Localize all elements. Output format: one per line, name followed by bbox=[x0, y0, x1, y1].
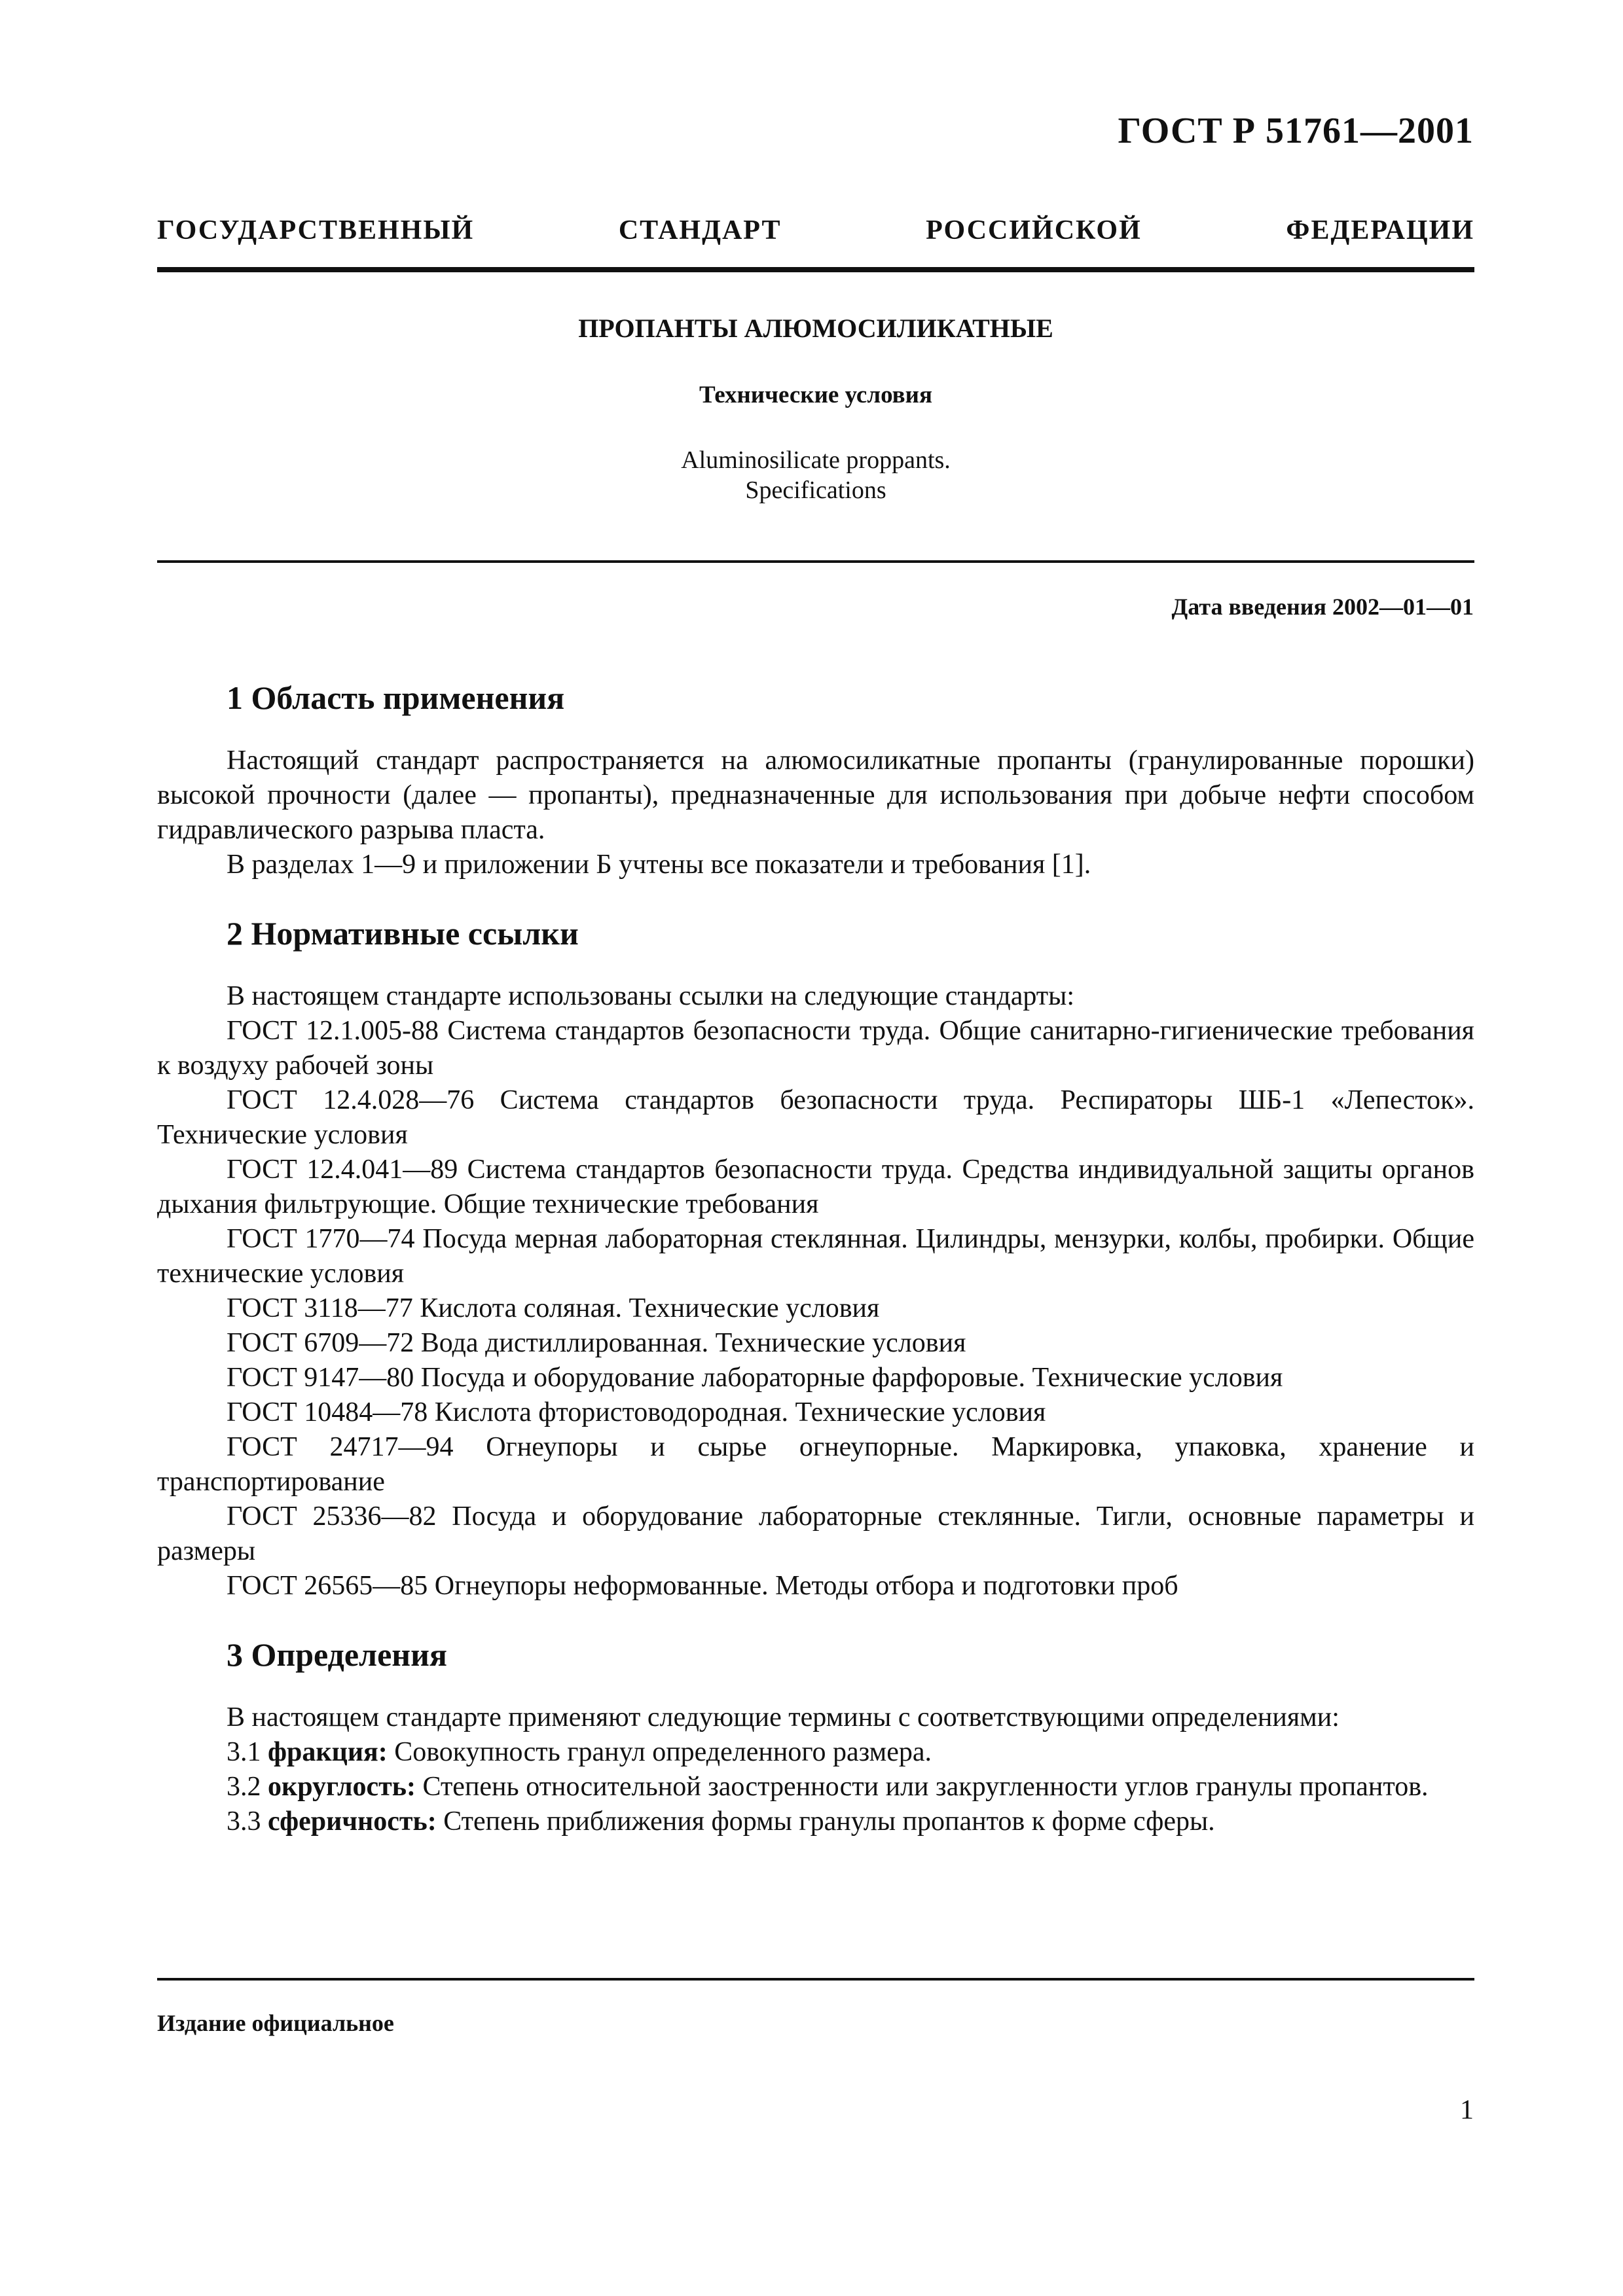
definition-number: 3.2 bbox=[227, 1772, 261, 1802]
official-edition-label: Издание официальное bbox=[157, 2010, 394, 2036]
introduction-date: Дата введения 2002—01—01 bbox=[1171, 594, 1474, 620]
definition-item bbox=[157, 1735, 1474, 1770]
reference-item: ГОСТ 24717—94 Огнеупоры и сырье огнеупорные. Маркировка, упаковка, хранение и транспортирование bbox=[157, 1432, 1474, 1497]
section-1-heading: 1 Область применения bbox=[227, 679, 565, 716]
document-body bbox=[157, 678, 1474, 1839]
definition-text: Степень приближения формы гранулы пропантов к форме сферы. bbox=[443, 1806, 1215, 1837]
document-number: ГОСТ Р 51761—2001 bbox=[1118, 111, 1474, 151]
reference-item: ГОСТ 12.4.028—76 Система стандартов безопасности труда. Респираторы ШБ-1 «Лепесток». Технические условия bbox=[157, 1085, 1474, 1150]
reference-item: ГОСТ 12.1.005-88 Система стандартов безопасности труда. Общие санитарно-гигиенические требования к воздуху рабочей зоны bbox=[157, 1016, 1474, 1081]
reference-item: ГОСТ 6709—72 Вода дистиллированная. Технические условия bbox=[227, 1328, 966, 1358]
section-3-intro: В настоящем стандарте применяют следующие термины с соответствующими определениями: bbox=[227, 1702, 1340, 1732]
title-divider bbox=[157, 560, 1474, 563]
definition-term: округлость: bbox=[268, 1772, 416, 1802]
footer-divider bbox=[157, 1978, 1474, 1981]
reference-item: ГОСТ 10484—78 Кислота фтористоводородная. Технические условия bbox=[227, 1397, 1046, 1427]
definition-item bbox=[157, 1770, 1474, 1804]
definition-text: Совокупность гранул определенного размера. bbox=[394, 1737, 932, 1767]
reference-item: ГОСТ 12.4.041—89 Система стандартов безопасности труда. Средства индивидуальной защиты органов дыхания фильтрующие. Общие технические требования bbox=[157, 1155, 1474, 1219]
section-2-intro: В настоящем стандарте использованы ссылки на следующие стандарты: bbox=[227, 981, 1075, 1011]
reference-item: ГОСТ 25336—82 Посуда и оборудование лабораторные стеклянные. Тигли, основные параметры и размеры bbox=[157, 1501, 1474, 1566]
page-number: 1 bbox=[1460, 2095, 1474, 2125]
document-title: ПРОПАНТЫ АЛЮМОСИЛИКАТНЫЕ bbox=[578, 314, 1053, 343]
english-title-line-2: Specifications bbox=[745, 476, 886, 504]
english-title-line-1: Aluminosilicate proppants. bbox=[681, 446, 951, 474]
reference-item: ГОСТ 3118—77 Кислота соляная. Технические условия bbox=[227, 1293, 880, 1323]
reference-item: ГОСТ 9147—80 Посуда и оборудование лабораторные фарфоровые. Технические условия bbox=[227, 1363, 1283, 1393]
state-standard-heading: ГОСУДАРСТВЕННЫЙ СТАНДАРТ РОССИЙСКОЙ ФЕДЕРАЦИИ bbox=[157, 215, 1474, 245]
definition-term: сферичность: bbox=[268, 1806, 437, 1837]
section-1-paragraph-1: Настоящий стандарт распространяется на алюмосиликатные пропанты (гранулированные порошки) высокой прочности (далее — пропанты), предназначенные для использования при добыче нефти способом гидравлического разрыва пласта. bbox=[157, 745, 1474, 845]
document-subtitle: Технические условия bbox=[699, 382, 932, 408]
definition-term: фракция: bbox=[268, 1737, 388, 1767]
definition-number: 3.3 bbox=[227, 1806, 261, 1837]
reference-item: ГОСТ 26565—85 Огнеупоры неформованные. Методы отбора и подготовки проб bbox=[227, 1571, 1178, 1601]
definition-text: Степень относительной заостренности или закругленности углов гранулы пропантов. bbox=[422, 1772, 1429, 1802]
definition-number: 3.1 bbox=[227, 1737, 261, 1767]
section-2-heading: 2 Нормативные ссылки bbox=[227, 915, 579, 952]
english-title bbox=[157, 445, 1474, 505]
header-divider bbox=[157, 267, 1474, 272]
section-3-heading: 3 Определения bbox=[227, 1636, 447, 1673]
definition-item bbox=[157, 1804, 1474, 1839]
reference-item: ГОСТ 1770—74 Посуда мерная лабораторная стеклянная. Цилиндры, мензурки, колбы, пробирки. Общие технические условия bbox=[157, 1224, 1474, 1289]
section-1-paragraph-2: В разделах 1—9 и приложении Б учтены все показатели и требования [1]. bbox=[227, 850, 1091, 880]
